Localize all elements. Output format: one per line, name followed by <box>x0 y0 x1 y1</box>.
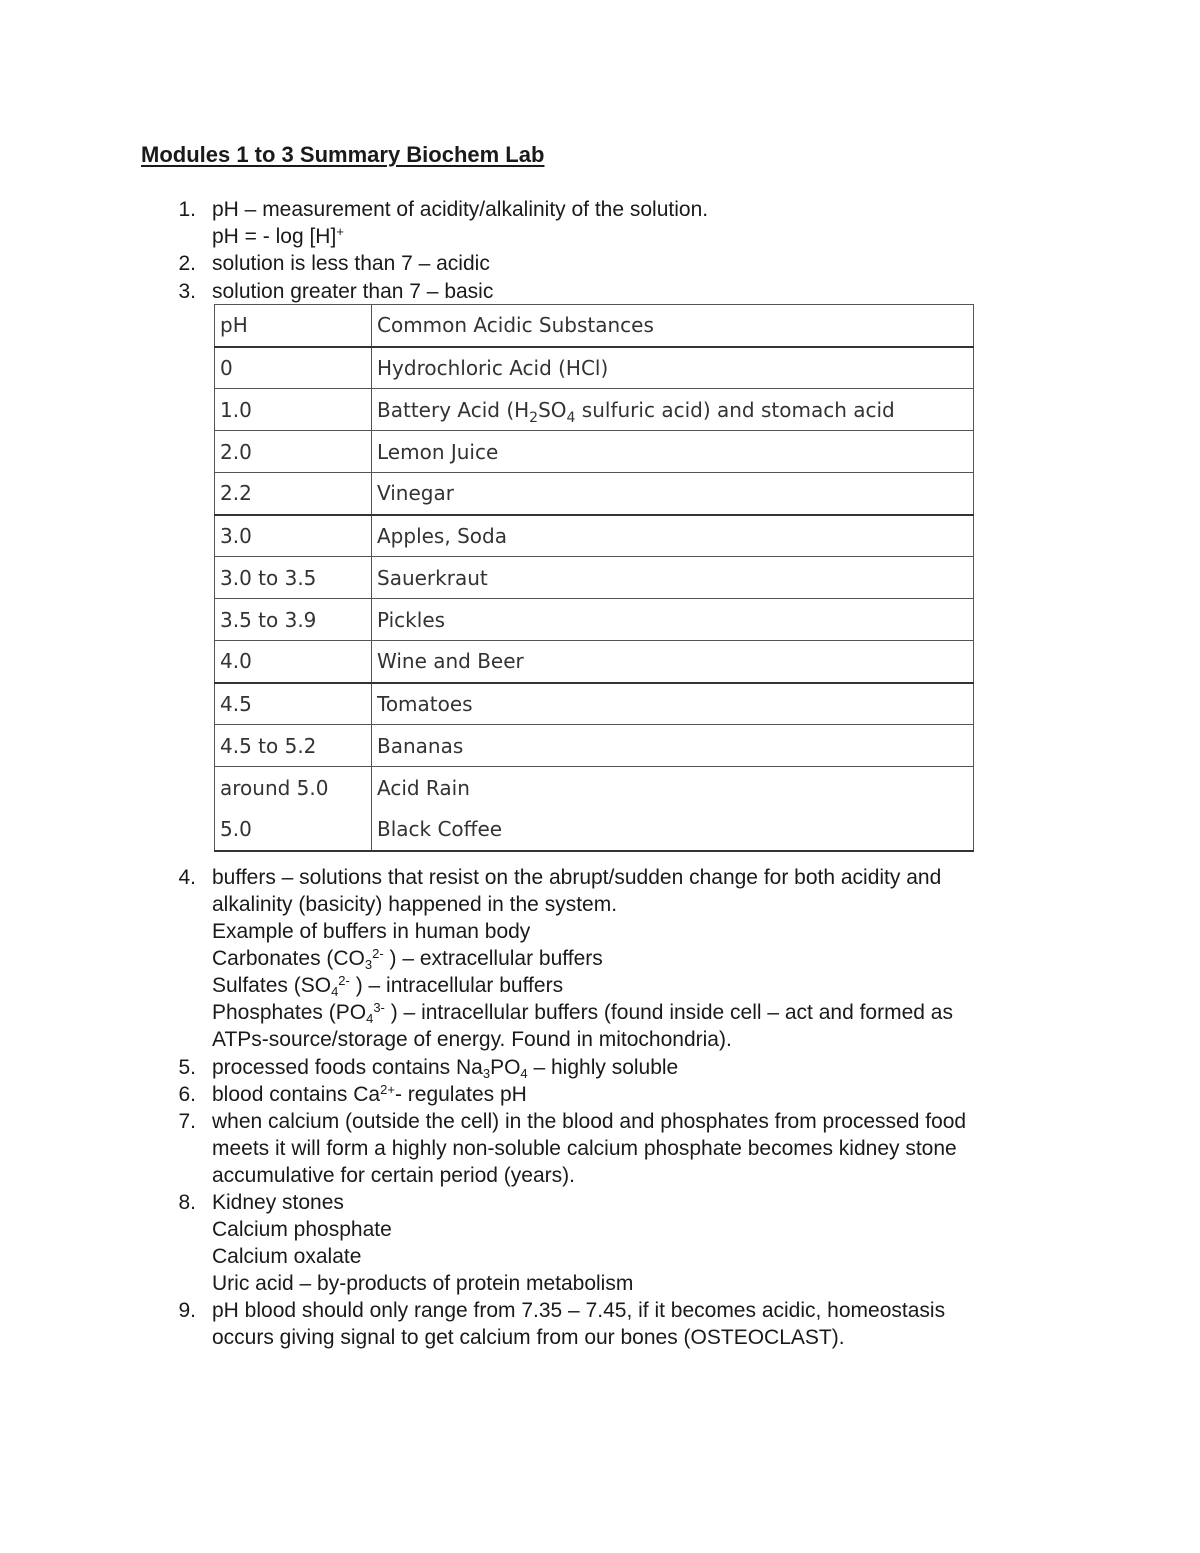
list-number: 4. <box>178 866 196 889</box>
substance: Vinegar <box>372 473 974 515</box>
list-text: Example of buffers in human body <box>212 920 531 943</box>
table-row <box>215 347 974 389</box>
list-number: 6. <box>178 1083 196 1106</box>
ph-value: 4.5 <box>215 683 372 725</box>
ph-value: 3.5 to 3.9 <box>215 599 372 641</box>
ph-value: 3.0 to 3.5 <box>215 557 372 599</box>
list-text: when calcium (outside the cell) in the blood and phosphates from processed food <box>212 1110 967 1133</box>
ph-value: 2.0 <box>215 431 372 473</box>
list-number: 5. <box>178 1056 196 1079</box>
table-row <box>215 389 974 431</box>
list-text: Kidney stones <box>212 1191 344 1214</box>
phosphates-line: Phosphates ($PO_4^{3-}$ ) – intracellular buffers (found inside cell – act and formed as <box>212 1000 953 1026</box>
table-row <box>215 599 974 641</box>
page-title: Modules 1 to 3 Summary Biochem Lab <box>141 142 545 167</box>
list-text: occurs giving signal to get calcium from our bones (OSTEOCLAST). <box>212 1326 845 1349</box>
list-text: buffers – solutions that resist on the abrupt/sudden change for both acidity and <box>212 866 942 889</box>
table-row <box>215 431 974 473</box>
ph-value: 2.2 <box>215 473 372 515</box>
table-row <box>215 641 974 683</box>
ph-formula: pH = - log [H]+ <box>212 224 344 248</box>
list-number: 9. <box>178 1299 196 1322</box>
table-row <box>215 683 974 725</box>
list-text: pH – measurement of acidity/alkalinity of the solution. <box>212 198 709 221</box>
list-number: 3. <box>178 280 196 303</box>
list-text: accumulative for certain period (years). <box>212 1164 575 1187</box>
substance: Sauerkraut <box>372 557 974 599</box>
substance: Bananas <box>372 725 974 767</box>
list-number: 7. <box>178 1110 196 1133</box>
ph-value: 0 <box>215 347 372 389</box>
substance: Black Coffee <box>372 809 974 851</box>
ph-value: around 5.0 <box>215 767 372 809</box>
substance: Hydrochloric Acid (HCl) <box>372 347 974 389</box>
list-text: processed foods contains $Na_3PO_4$ – highly soluble <box>212 1056 679 1081</box>
list-text: Uric acid – by-products of protein metabolism <box>212 1272 634 1295</box>
list-text: ATPs-source/storage of energy. Found in mitochondria). <box>212 1028 732 1051</box>
substance: Pickles <box>372 599 974 641</box>
table-row <box>215 473 974 515</box>
list-text: blood contains $Ca^{2+}-$ regulates pH <box>212 1082 527 1106</box>
list-number: 2. <box>178 252 196 275</box>
substance: Apples, Soda <box>372 515 974 557</box>
table-header-substances: Common Acidic Substances <box>372 305 974 347</box>
list-text: pH blood should only range from 7.35 – 7.45, if it becomes acidic, homeostasis <box>212 1299 946 1322</box>
table-row <box>215 515 974 557</box>
list-number: 8. <box>178 1191 196 1214</box>
table-row <box>215 767 974 809</box>
ph-value: 4.0 <box>215 641 372 683</box>
substance: Acid Rain <box>372 767 974 809</box>
table-header-ph: pH <box>215 305 372 347</box>
list-text: meets it will form a highly non-soluble calcium phosphate becomes kidney stone <box>212 1137 957 1160</box>
ph-value: 5.0 <box>215 809 372 851</box>
list-number: 1. <box>178 198 196 221</box>
ph-value: 1.0 <box>215 389 372 431</box>
substance: Wine and Beer <box>372 641 974 683</box>
ph-table <box>214 304 974 852</box>
list-text: alkalinity (basicity) happened in the system. <box>212 893 618 916</box>
list-text: solution is less than 7 – acidic <box>212 252 490 275</box>
ph-value: 4.5 to 5.2 <box>215 725 372 767</box>
substance: Tomatoes <box>372 683 974 725</box>
substance: Lemon Juice <box>372 431 974 473</box>
table-row <box>215 557 974 599</box>
list-text: solution greater than 7 – basic <box>212 280 494 303</box>
table-row <box>215 725 974 767</box>
sulfates-line: Sulfates ($SO_4^{2-}$ ) – intracellular buffers <box>212 973 564 999</box>
ph-value: 3.0 <box>215 515 372 557</box>
list-text: Calcium phosphate <box>212 1218 392 1241</box>
carbonates-line: Carbonates ($CO_3^{2-}$ ) – extracellular buffers <box>212 946 603 972</box>
list-text: Calcium oxalate <box>212 1245 362 1268</box>
table-header-row <box>215 305 974 347</box>
table-row <box>215 809 974 851</box>
substance: Battery Acid ($H_2SO_4$ sulfuric acid) and stomach acid <box>372 389 974 431</box>
